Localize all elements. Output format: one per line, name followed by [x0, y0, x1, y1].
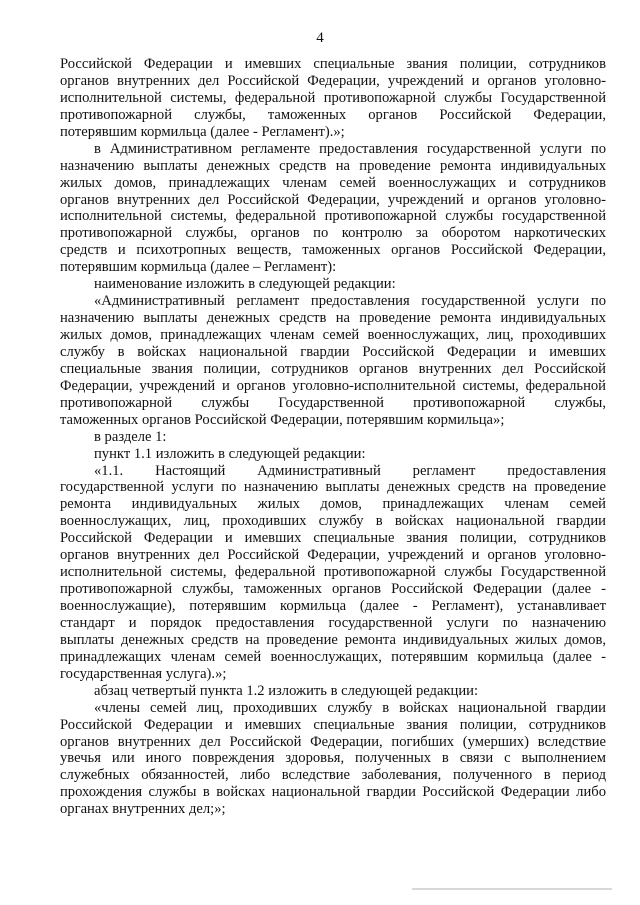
text-line: назначению выплаты денежных средств на проведение ремонта индивидуальных	[60, 310, 606, 327]
text-line: в разделе 1:	[94, 428, 167, 445]
text-line: государственная услуга).»;	[60, 665, 227, 682]
text-line: пункт 1.1 изложить в следующей редакции:	[94, 445, 366, 462]
text-line: служебных обязанностей, либо вследствие заболевания, полученного в период	[60, 767, 606, 784]
text-line: потерявшим кормильца (далее – Регламент):	[60, 259, 337, 276]
text-line: в Административном регламенте предоставления государственной услуги по	[94, 140, 606, 157]
text-line: Российской Федерации и имевших специальные звания полиции, сотрудников	[60, 56, 606, 72]
text-line: жилых домов, принадлежащих членам семей военнослужащих и сотрудников	[60, 174, 606, 191]
text-line: государственной услуги по назначению выплаты денежных средств на проведение	[60, 479, 606, 496]
text-line: специальные звания полиции, сотрудников органов внутренних дел Российской	[60, 360, 606, 377]
text-line: абзац четвертый пункта 1.2 изложить в следующей редакции:	[94, 682, 479, 699]
text-line: Российской Федерации и имевших специальные звания полиции, сотрудников	[60, 530, 606, 547]
text-line: органов внутренних дел Российской Федерации, учреждений и органов уголовно-	[60, 72, 606, 89]
text-line: противопожарной службы Государственной противопожарной службы,	[60, 394, 606, 411]
scan-artifact-line	[412, 888, 612, 890]
text-line: «Административный регламент предоставления государственной услуги по	[94, 293, 606, 310]
text-line: назначению выплаты денежных средств на проведение ремонта индивидуальных	[60, 157, 606, 174]
text-line: органов внутренних дел Российской Федерации, погибших (умерших) вследствие	[60, 733, 606, 750]
text-line: увечья или иного повреждения здоровья, полученных в связи с выполнением	[60, 750, 606, 767]
text-line: противопожарной службы, таможенных органов Российской Федерации (далее -	[60, 581, 606, 598]
text-line: «члены семей лиц, проходивших службу в войсках национальной гвардии	[94, 699, 606, 716]
text-line: военнослужащих, лиц, проходивших службу в войсках национальной гвардии	[60, 513, 606, 530]
text-line: военнослужащие), потерявшим кормильца (далее - Регламент), устанавливает	[60, 598, 606, 614]
text-line: ремонта индивидуальных жилых домов, принадлежащих членам семей	[60, 496, 606, 513]
text-line: выплаты денежных средств на проведение ремонта индивидуальных жилых домов,	[60, 631, 606, 648]
text-line: исполнительной системы, федеральной противопожарной службы Государственной	[60, 564, 606, 581]
text-line: наименование изложить в следующей редакции:	[94, 276, 396, 293]
text-line: принадлежащих членам семей военнослужащих, потерявшим кормильца (далее -	[60, 648, 606, 665]
text-line: органов внутренних дел Российской Федерации, учреждений и органов уголовно-	[60, 547, 606, 564]
text-line: потерявшим кормильца (далее - Регламент).»;	[60, 123, 345, 140]
text-line: стандарт и порядок предоставления государственной услуги по назначению	[60, 614, 606, 631]
text-line: органах внутренних дел;»;	[60, 801, 226, 818]
text-line: прохождения службы в войсках национальной гвардии Российской Федерации либо	[60, 784, 606, 801]
text-line: исполнительной системы, федеральной противопожарной службы Государственной	[60, 89, 606, 106]
page-number: 4	[316, 30, 324, 46]
text-line: средств и психотропных веществ, таможенных органов Российской Федерации,	[60, 242, 606, 259]
text-line: таможенных органов Российской Федерации, потерявшим кормильца»;	[60, 411, 505, 428]
text-line: органов внутренних дел Российской Федерации, учреждений и органов уголовно-	[60, 191, 606, 208]
text-line: противопожарной службы, таможенных органов Российской Федерации,	[60, 106, 606, 123]
text-line: «1.1. Настоящий Административный регламент предоставления	[94, 462, 606, 479]
text-line: противопожарной службы, органов по контролю за оборотом наркотических	[60, 225, 606, 242]
text-line: Федерации, учреждений и органов уголовно-исполнительной системы, федеральной	[60, 377, 606, 394]
document-body	[60, 56, 606, 818]
text-line: службу в войсках национальной гвардии Российской Федерации и имевших	[60, 343, 606, 360]
text-line: жилых домов, принадлежащих членам семей военнослужащих, лиц, проходивших	[60, 327, 606, 343]
text-line: исполнительной системы, федеральной противопожарной службы государственной	[60, 208, 606, 225]
text-line: Российской Федерации и имевших специальные звания полиции, сотрудников	[60, 716, 606, 733]
